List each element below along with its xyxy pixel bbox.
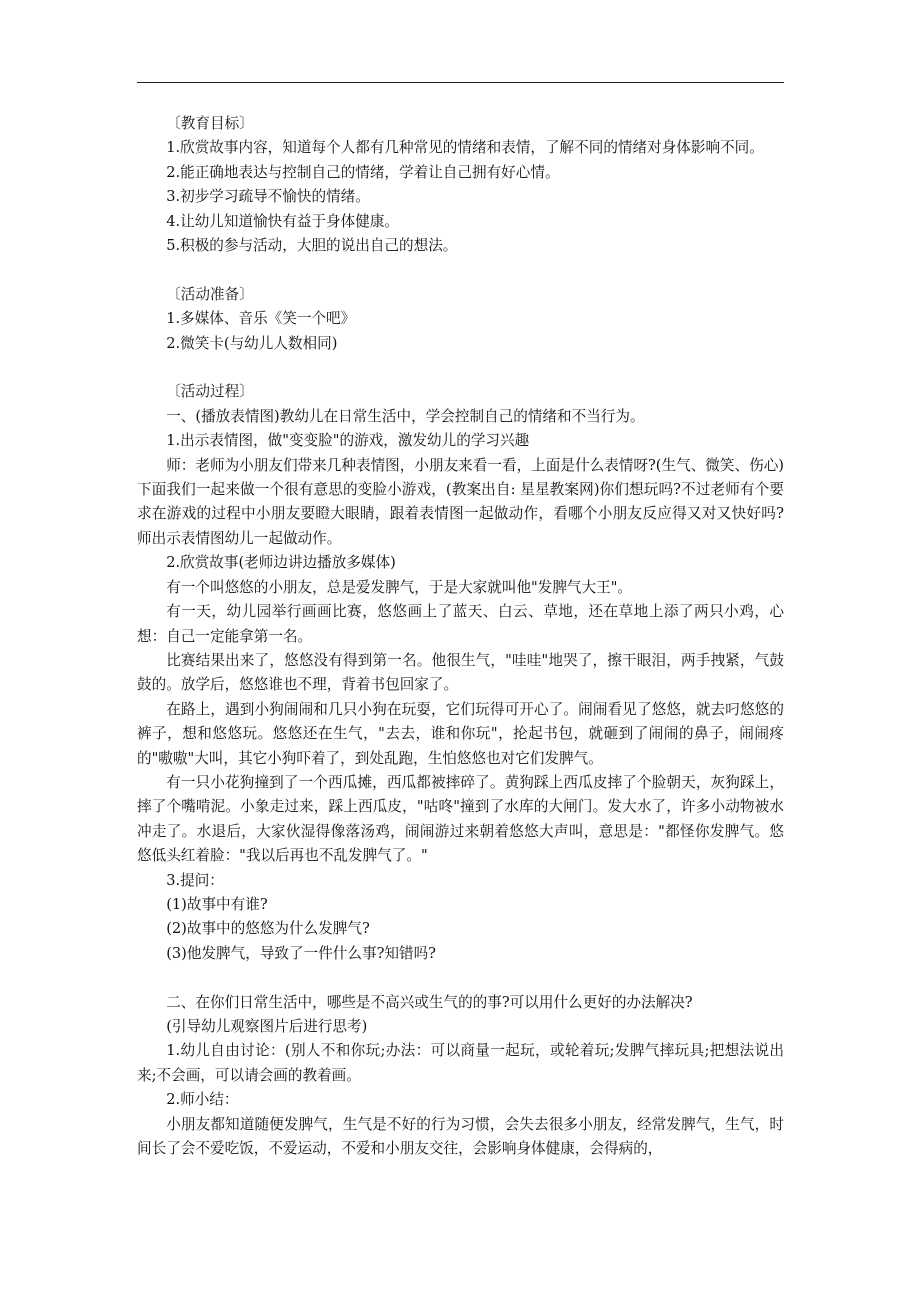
header-rule xyxy=(137,82,784,83)
blank-line xyxy=(137,258,784,282)
story-paragraph: 有一天，幼儿园举行画画比赛，悠悠画上了蓝天、白云、草地，还在草地上添了两只小鸡，心想：自己一定能拿第一名。 xyxy=(137,603,784,645)
blank-line xyxy=(137,356,784,380)
goal-item: 3.初步学习疏导不愉快的情绪。 xyxy=(166,188,370,206)
body-paragraph: (引导幼儿观察图片后进行思考) xyxy=(166,1017,368,1035)
section-heading-goals: 〔教育目标〕 xyxy=(166,115,254,132)
preparation-item: 1.多媒体、音乐《笑一个吧》 xyxy=(166,310,356,328)
blank-line xyxy=(137,966,784,990)
process-step: 二、在你们日常生活中，哪些是不高兴或生气的的事?可以用什么更好的办法解决? xyxy=(166,993,693,1011)
process-step: 3.提问： xyxy=(166,871,224,889)
goal-item: 1.欣赏故事内容，知道每个人都有几种常见的情绪和表情，了解不同的情绪对身体影响不同。 xyxy=(166,139,764,157)
goal-item: 5.积极的参与活动，大胆的说出自己的想法。 xyxy=(166,237,458,255)
section-heading-process: 〔活动过程〕 xyxy=(166,383,254,401)
question-item: (2)故事中的悠悠为什么发脾气? xyxy=(166,920,370,938)
body-paragraph: 师：老师为小朋友们带来几种表情图，小朋友来看一看，上面是什么表情呀?(生气、微笑、伤心)下面我们一起来做一个很有意思的变脸小游戏，(教案出自: 星星教案网)你们想玩吗?不过老师有个要求在游戏的过程中小朋友要瞪大眼睛，跟着表情图一起做动作，看哪个小朋友反应得又对又快好吗?师出示表情图幼儿一起做动作。 xyxy=(137,456,784,547)
goal-item: 4.让幼儿知道愉快有益于身体健康。 xyxy=(166,212,400,230)
process-step: 2.欣赏故事(老师边讲边播放多媒体) xyxy=(166,554,396,572)
process-step: 一、(播放表情图)教幼儿在日常生活中，学会控制自己的情绪和不当行为。 xyxy=(166,407,645,425)
story-paragraph: 在路上，遇到小狗闹闹和几只小狗在玩耍，它们玩得可开心了。闹闹看见了悠悠，就去叼悠悠的裤子，想和悠悠玩。悠悠还在生气，"去去，谁和你玩"，抡起书包，就砸到了闹闹的鼻子，闹闹疼的"嗷嗷"大叫，其它小狗吓着了，到处乱跑，生怕悠悠也对它们发脾气。 xyxy=(137,700,784,767)
process-step: 1.出示表情图，做"变变脸"的游戏，激发幼儿的学习兴趣 xyxy=(166,432,530,450)
story-paragraph: 比赛结果出来了，悠悠没有得到第一名。他很生气，"哇哇"地哭了，擦干眼泪，两手拽紧，气鼓鼓的。放学后，悠悠谁也不理，背着书包回家了。 xyxy=(137,651,784,694)
section-heading-preparation: 〔活动准备〕 xyxy=(166,285,254,303)
body-paragraph: 小朋友都知道随便发脾气，生气是不好的行为习惯，会失去很多小朋友，经常发脾气，生气，时间长了会不爱吃饭，不爱运动，不爱和小朋友交往，会影响身体健康，会得病的， xyxy=(137,1115,784,1158)
preparation-item: 2.微笑卡(与幼儿人数相同) xyxy=(166,334,338,352)
story-paragraph: 有一只小花狗撞到了一个西瓜摊，西瓜都被摔碎了。黄狗踩上西瓜皮摔了个脸朝天，灰狗踩上，摔了个嘴啃泥。小象走过来，踩上西瓜皮，"咕咚"撞到了水库的大闸门。发大水了，许多小动物被水冲走了。水退后，大家伙湿得像落汤鸡，闹闹游过来朝着悠悠大声叫，意思是："都怪你发脾气。悠悠低头红着脸："我以后再也不乱发脾气了。" xyxy=(137,773,784,865)
process-step: 2.师小结： xyxy=(166,1091,239,1109)
question-item: (3)他发脾气，导致了一件什么事?知错吗? xyxy=(166,944,437,962)
question-item: (1)故事中有谁? xyxy=(166,895,268,913)
process-step: 1.幼儿自由讨论：(别人不和你玩;办法：可以商量一起玩，或轮着玩;发脾气摔玩具;把想法说出来;不会画，可以请会画的教着画。 xyxy=(137,1042,784,1084)
goal-item: 2.能正确地表达与控制自己的情绪，学着让自己拥有好心情。 xyxy=(166,163,560,181)
lesson-plan-body xyxy=(137,112,784,1161)
story-paragraph: 有一个叫悠悠的小朋友，总是爱发脾气，于是大家就叫他"发脾气大王"。 xyxy=(166,578,633,596)
